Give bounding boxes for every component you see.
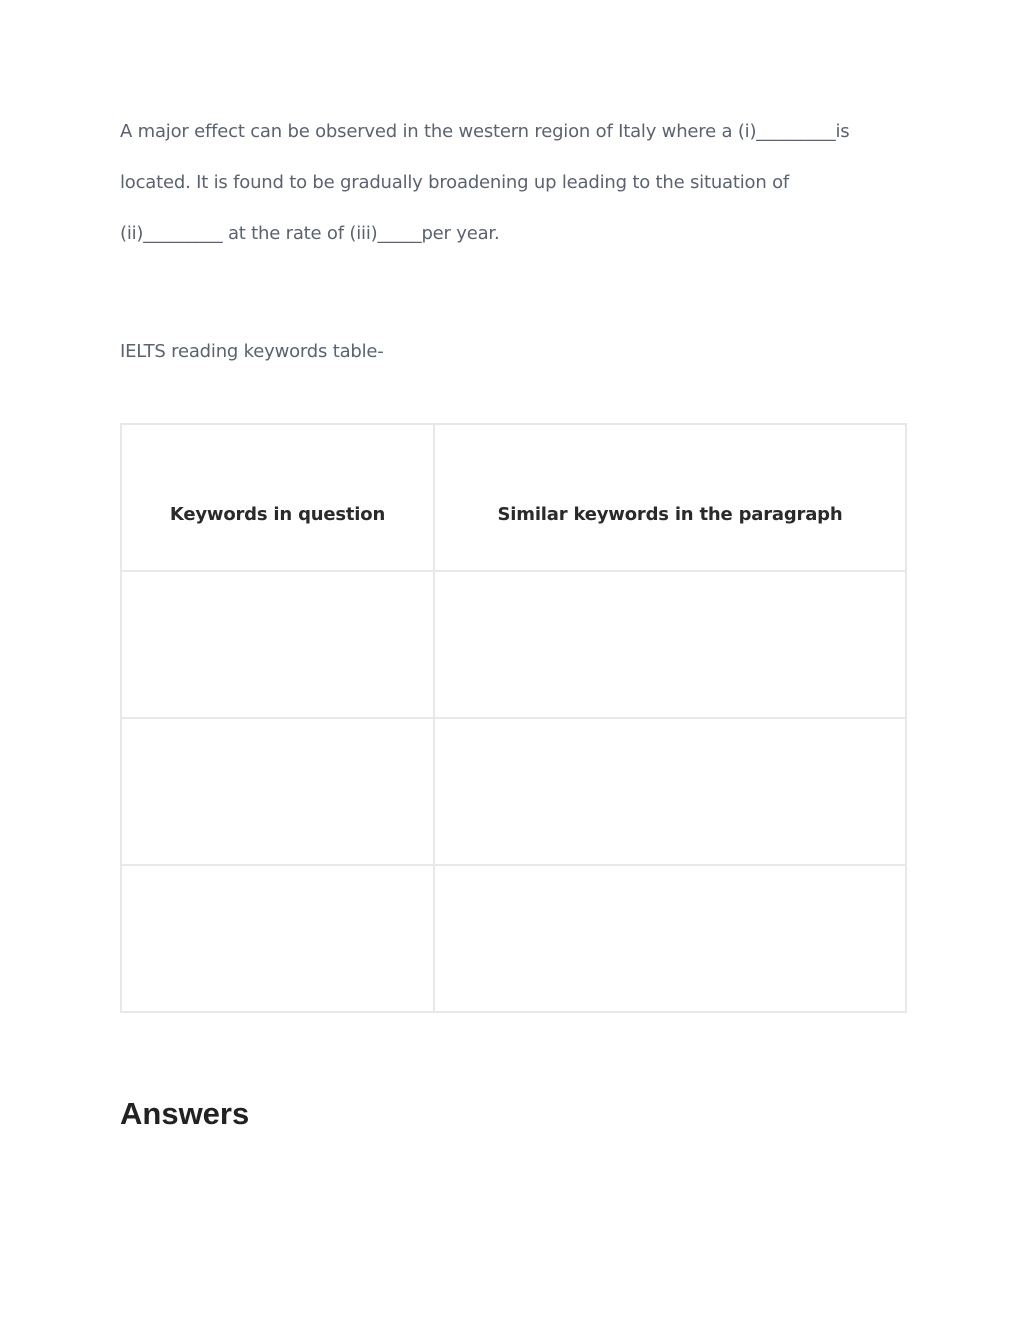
- table-header-row: [121, 424, 906, 571]
- table-cell: [434, 865, 906, 1012]
- table-cell: [121, 718, 434, 865]
- table-intro-text: IELTS reading keywords table-: [120, 341, 384, 362]
- header-keywords-in-question: Keywords in question: [121, 424, 434, 571]
- table-cell: [121, 571, 434, 718]
- table-row: [121, 571, 906, 718]
- answers-heading: Answers: [120, 1096, 250, 1131]
- table-cell: [434, 571, 906, 718]
- question-paragraph-line-2: located. It is found to be gradually broadening up leading to the situation of: [120, 172, 790, 193]
- question-paragraph-line-3: (ii)_________ at the rate of (iii)_____per year.: [120, 223, 500, 244]
- header-similar-keywords: Similar keywords in the paragraph: [434, 424, 906, 571]
- table-cell: [121, 865, 434, 1012]
- table-cell: [434, 718, 906, 865]
- table-row: [121, 865, 906, 1012]
- keywords-table: [120, 423, 907, 1013]
- table-row: [121, 718, 906, 865]
- question-paragraph-line-1: A major effect can be observed in the western region of Italy where a (i)_________is: [120, 121, 850, 142]
